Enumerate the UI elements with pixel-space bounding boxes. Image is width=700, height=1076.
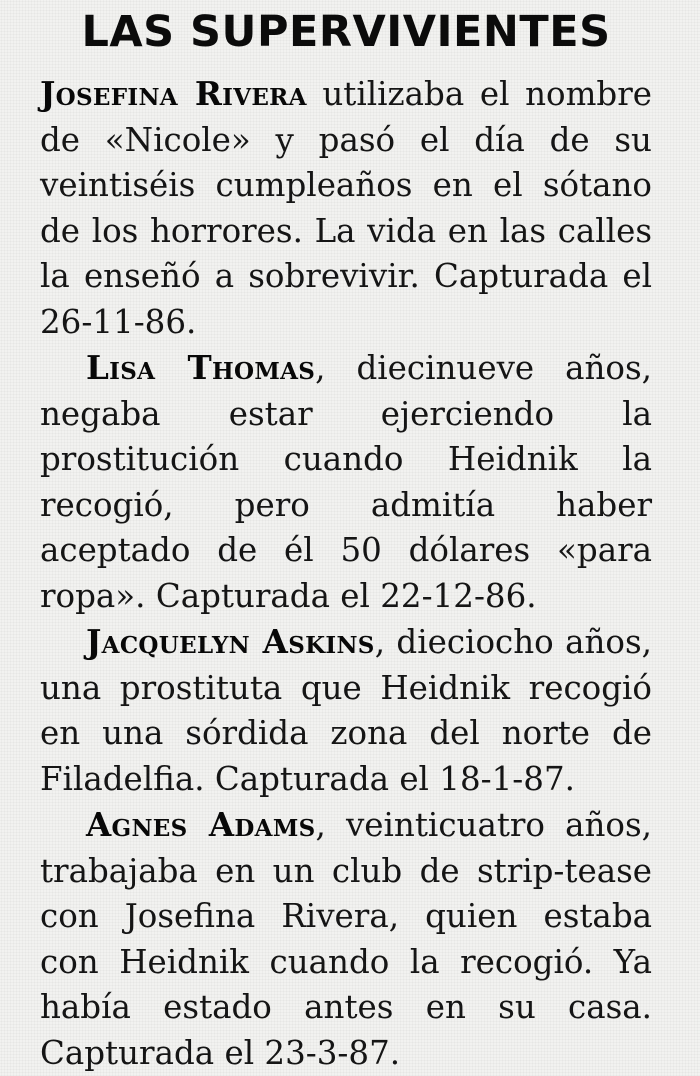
survivor-description: , diecinueve años, negaba estar ejerciendo la prostitución cuando Heidnik la recogió, pero admitía haber aceptado de él 50 dólares «para ropa». Capturada el 22-12-86.	[40, 349, 652, 615]
survivor-name: Lisa Thomas	[86, 348, 316, 387]
survivor-paragraph-adams	[40, 802, 652, 1076]
survivor-name: Jacquelyn Askins	[86, 622, 375, 661]
survivor-name: Josefina Rivera	[40, 74, 307, 113]
survivor-paragraph-rivera	[40, 71, 652, 345]
survivor-name: Agnes Adams	[86, 805, 316, 844]
survivor-description: utilizaba el nombre de «Nicole» y pasó el día de su veintiséis cumpleaños en el sótano de los horrores. La vida en las calles la enseñó a sobrevivir. Capturada el 26-11-86.	[40, 75, 652, 341]
headline: LAS SUPERVIVIENTES	[81, 7, 611, 57]
survivor-description: , veinticuatro años, trabajaba en un club de strip-tease con Josefina Rivera, quien estaba con Heidnik cuando la recogió. Ya había estado antes en su casa. Capturada el 23-3-87.	[40, 806, 652, 1072]
survivor-paragraph-thomas	[40, 345, 652, 619]
survivor-paragraph-askins	[40, 619, 652, 802]
survivor-description: , dieciocho años, una prostituta que Heidnik recogió en una sórdida zona del norte de Filadelfia. Capturada el 18-1-87.	[40, 623, 652, 798]
